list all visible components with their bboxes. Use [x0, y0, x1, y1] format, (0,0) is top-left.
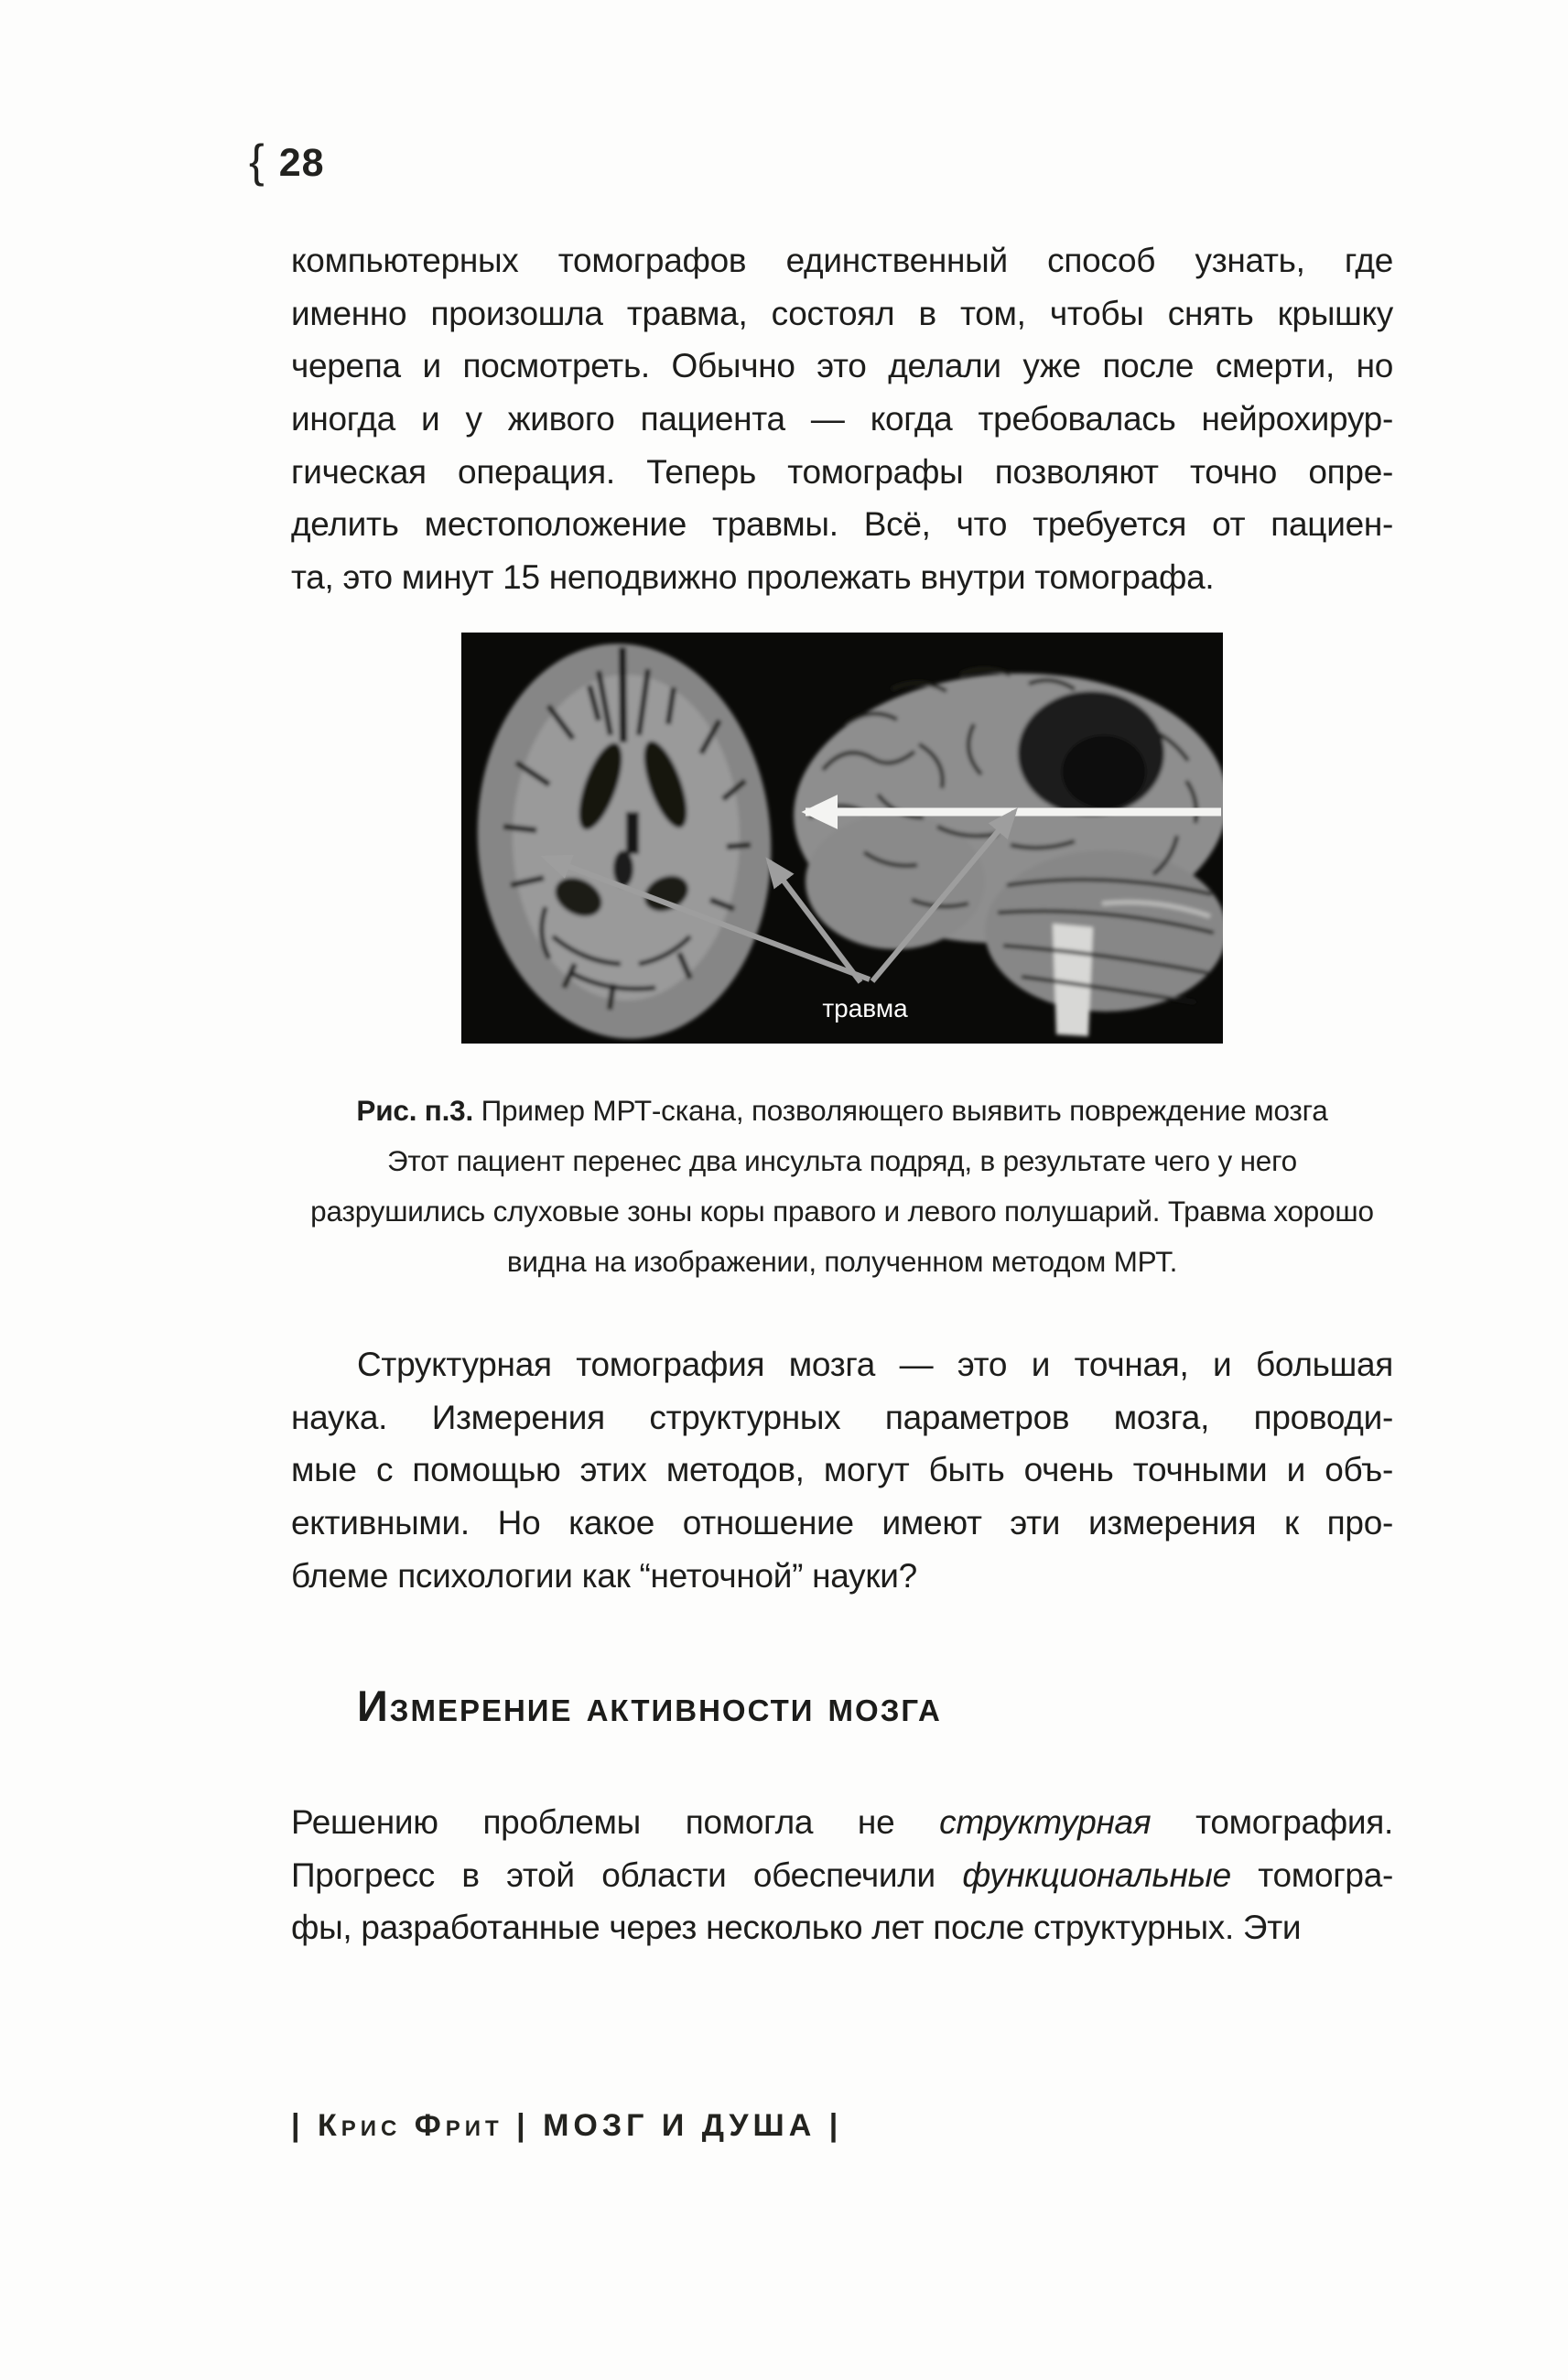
text-line: фы, разработанные через несколько лет после структурных. Эти: [291, 1909, 1302, 1947]
text-line: черепа и посмотреть. Обычно это делали уже после смерти, но: [291, 347, 1393, 385]
text-line: делить местоположение травмы. Всё, что требуется от пациен-: [291, 505, 1393, 544]
text-line: разрушились слуховые зоны коры правого и левого полушарий. Травма хорошо: [310, 1195, 1374, 1228]
running-footer: | Крис Фрит | МОЗГ И ДУША |: [291, 2108, 843, 2143]
text-line: Прогресс в этой области обеспечили функциональные томогра-: [291, 1855, 1393, 1894]
text-line: та, это минут 15 неподвижно пролежать внутри томографа.: [291, 558, 1215, 597]
text-line: Этот пациент перенес два инсульта подряд, в результате чего у него: [386, 1144, 1298, 1177]
text-line: гическая операция. Теперь томографы позволяют точно опре-: [291, 452, 1393, 491]
page-number-value: 28: [278, 141, 325, 185]
text-line: мые с помощью этих методов, могут быть очень точными и объ-: [291, 1451, 1393, 1489]
lesion-label: травма: [822, 994, 908, 1022]
body-paragraph-3: [291, 1796, 1393, 1954]
mri-figure-canvas: [461, 633, 1223, 1044]
text-line: Рис. п.3. Пример МРТ-скана, позволяющего выявить повреждение мозга: [356, 1094, 1328, 1127]
text-line: иногда и у живого пациента — когда требовалась нейрохирур-: [291, 400, 1393, 438]
body-paragraph-2: [291, 1338, 1393, 1602]
mri-figure: [461, 633, 1223, 1044]
page-number-brace: {: [249, 135, 265, 187]
text-line: Структурная томография мозга — это и точная, и большая: [357, 1346, 1393, 1383]
text-line: ективными. Но какое отношение имеют эти измерения к про-: [291, 1504, 1393, 1542]
text-line: блеме психологии как “неточной” науки?: [291, 1556, 917, 1595]
body-paragraph-1: [291, 234, 1393, 604]
text-line: именно произошла травма, состоял в том, чтобы снять крышку: [291, 294, 1393, 332]
text-line: видна на изображении, полученном методом МРТ.: [506, 1245, 1178, 1278]
text-line: наука. Измерения структурных параметров мозга, проводи-: [291, 1398, 1393, 1436]
page-number: [249, 135, 325, 187]
figure-caption: [291, 1086, 1393, 1287]
section-heading: Измерение активности мозга: [357, 1682, 942, 1730]
text-line: компьютерных томографов единственный способ узнать, где: [291, 242, 1393, 279]
text-line: Решению проблемы помогла не структурная томография.: [291, 1803, 1393, 1841]
